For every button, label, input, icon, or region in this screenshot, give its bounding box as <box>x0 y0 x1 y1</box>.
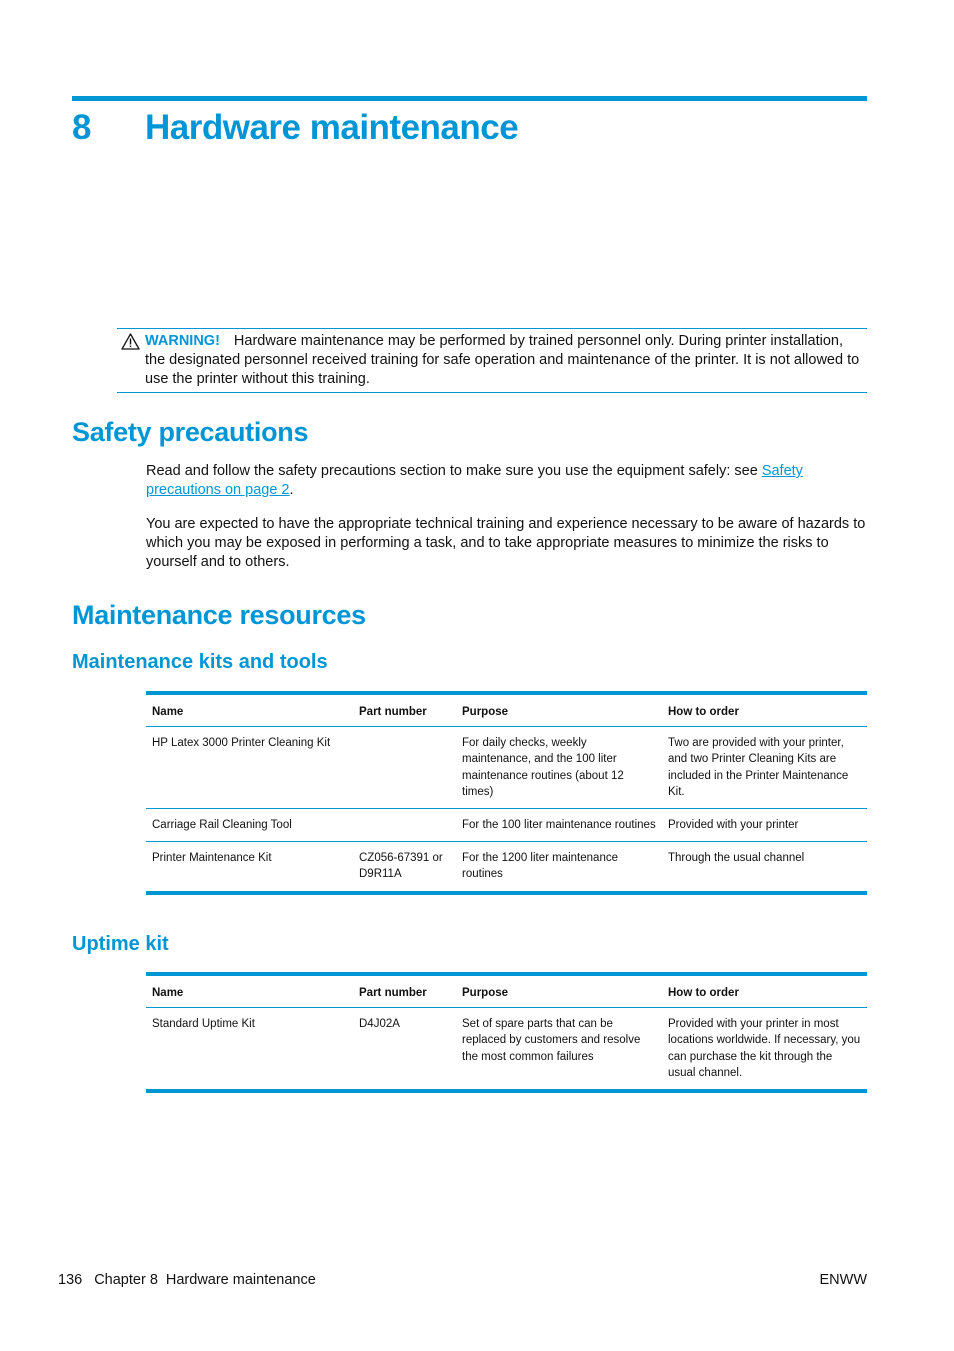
table-header-row <box>146 974 867 1008</box>
table-row <box>146 809 867 842</box>
column-header-how-to-order: How to order <box>668 987 739 999</box>
column-header-name: Name <box>152 706 184 718</box>
cell-how-to-order: Through the usual channel <box>668 852 805 865</box>
warning-label: WARNING! <box>145 333 220 349</box>
cell-how-to-order: Provided with your printer <box>668 819 799 832</box>
cell-part-number <box>353 809 456 842</box>
chapter-title <box>72 108 518 148</box>
column-header-part-number: Part number <box>359 706 427 718</box>
cell-name: Printer Maintenance Kit <box>152 852 272 865</box>
uptime-table <box>146 972 867 1093</box>
cell-part-number: D4J02A <box>359 1018 400 1031</box>
warning-text: Hardware maintenance may be performed by trained personnel only. During printer installation, the designated personnel received training for safe operation and maintenance of the printer. It is not allowed to use the printer without this training. <box>145 333 860 387</box>
column-header-purpose: Purpose <box>462 706 509 718</box>
table-row <box>146 1008 867 1091</box>
footer-chapter: Chapter 8 <box>94 1272 158 1288</box>
footer-left <box>58 1272 316 1288</box>
chapter-title-text: Hardware maintenance <box>145 108 519 147</box>
table-row <box>146 842 867 893</box>
safety-paragraph-1-text: Read and follow the safety precautions section to make sure you use the equipment safely: see <box>146 463 762 479</box>
cell-how-to-order: Two are provided with your printer, and two Printer Cleaning Kits are included in the Printer Maintenance Kit. <box>668 737 849 798</box>
resources-heading: Maintenance resources <box>72 600 366 630</box>
chapter-number: 8 <box>72 108 91 147</box>
uptime-heading: Uptime kit <box>72 933 169 955</box>
warning-icon <box>121 333 140 350</box>
kits-heading: Maintenance kits and tools <box>72 651 328 673</box>
chapter-rule <box>72 96 867 101</box>
cell-purpose: For the 100 liter maintenance routines <box>462 819 656 832</box>
cell-purpose: Set of spare parts that can be replaced by customers and resolve the most common failures <box>462 1018 641 1063</box>
safety-heading: Safety precautions <box>72 417 309 447</box>
page-number: 136 <box>58 1272 83 1288</box>
cell-purpose: For daily checks, weekly maintenance, and the 100 liter maintenance routines (about 12 times) <box>462 737 624 798</box>
cell-purpose: For the 1200 liter maintenance routines <box>462 852 618 881</box>
safety-paragraph-2: You are expected to have the appropriate technical training and experience necessary to be aware of hazards to which you may be exposed in performing a task, and to take appropriate measures to minimize the risks to yourself and to others. <box>146 516 866 570</box>
cell-name: Carriage Rail Cleaning Tool <box>152 819 292 832</box>
cell-part-number: CZ056-67391 or D9R11A <box>359 852 443 881</box>
safety-precautions-link[interactable]: Safety precautions on page 2 <box>146 463 803 498</box>
cell-part-number <box>353 727 456 809</box>
footer-right: ENWW <box>819 1272 867 1288</box>
cell-name: HP Latex 3000 Printer Cleaning Kit <box>152 737 331 750</box>
footer-title: Hardware maintenance <box>165 1272 316 1288</box>
column-header-how-to-order: How to order <box>668 706 739 718</box>
safety-paragraph-1-end: . <box>289 482 294 498</box>
column-header-part-number: Part number <box>359 987 427 999</box>
column-header-purpose: Purpose <box>462 987 509 999</box>
cell-name: Standard Uptime Kit <box>152 1018 255 1031</box>
column-header-name: Name <box>152 987 184 999</box>
warning-box <box>117 328 867 393</box>
safety-paragraph-1 <box>146 462 868 500</box>
table-header-row <box>146 693 867 727</box>
table-row <box>146 727 867 809</box>
kits-table <box>146 691 867 895</box>
cell-how-to-order: Provided with your printer in most locations worldwide. If necessary, you can purchase the kit through the usual channel. <box>668 1018 861 1079</box>
